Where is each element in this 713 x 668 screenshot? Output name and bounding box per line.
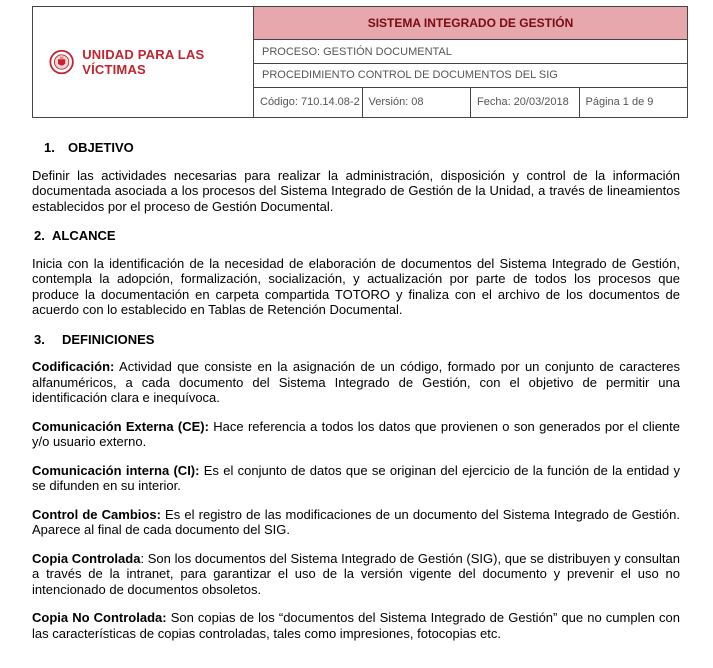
definition-text: Es el registro de las modificaciones de un documento del Sistema Integrado de Gestión. Aparece al final de cada documento del SIG. — [32, 506, 680, 537]
header-page: Página 1 de 9 — [579, 87, 688, 117]
definition-term: Control de Cambios: — [32, 506, 161, 522]
section-heading-alcance — [34, 228, 680, 244]
coat-of-arms-icon — [49, 48, 74, 76]
logo-text: UNIDAD PARA LAS VÍCTIMAS — [82, 47, 205, 77]
header-procedure: PROCEDIMIENTO CONTROL DE DOCUMENTOS DEL SIG — [254, 64, 688, 88]
section-heading-definiciones — [34, 332, 680, 348]
logo-cell — [33, 7, 254, 118]
document-body — [32, 140, 680, 654]
definition-term: Codificación: — [32, 359, 115, 374]
section-title: ALCANCE — [52, 228, 116, 243]
header-date: Fecha: 20/03/2018 — [471, 87, 580, 117]
definition-text: Hace referencia a todos los datos que provienen o son generados por el cliente y/o usuario externo. — [32, 418, 680, 449]
definition-item — [32, 507, 680, 538]
section-text-alcance: Inicia con la identificación de la necesidad de elaboración de documentos del Sistema Integrado de Gestión, contempla la adopción, formalización, socialización, y actualización por parte de todos los procesos que produce la documentación en carpeta compartida TOTORO y finaliza con el archivo de los documentos de acuerdo con lo establecido en Tablas de Retención Documental. — [32, 255, 680, 317]
header-code: Código: 710.14.08-2 — [254, 87, 363, 117]
section-number: 1. — [44, 140, 55, 155]
section-heading-objetivo — [44, 140, 680, 156]
logo — [33, 47, 253, 77]
definition-item — [32, 419, 680, 450]
section-number: 3. — [34, 331, 45, 347]
definition-item — [32, 463, 680, 494]
section-title: DEFINICIONES — [62, 331, 155, 347]
definition-item — [32, 551, 680, 598]
definition-term: Comunicación Externa (CE): — [32, 418, 209, 434]
header-version: Versión: 08 — [362, 87, 471, 117]
document-header — [32, 6, 688, 118]
definition-term: Copia No Controlada: — [32, 610, 167, 625]
definition-item — [32, 359, 680, 406]
definition-term: Copia Controlada — [32, 550, 141, 566]
section-number: 2. — [34, 228, 45, 243]
definition-item — [32, 610, 680, 641]
section-title: OBJETIVO — [68, 140, 134, 155]
definition-text: Actividad que consiste en la asignación de un código, formado por un conjunto de caracteres alfanuméricos, a cada documento del Sistema Integrado de Gestión, con el objetivo de permitir una identificación clara e inequívoca. — [32, 359, 680, 405]
definition-text: Son copias de los “documentos del Sistema Integrado de Gestión” que no cumplen con las características de copias controladas, tales como impresiones, fotocopias etc. — [32, 610, 680, 641]
section-text-objetivo: Definir las actividades necesarias para realizar la administración, disposición y control de la información documentada asociada a los procesos del Sistema Integrado de Gestión de la Unidad, a través de lineamientos establecidos por el proceso de Gestión Documental. — [32, 167, 680, 214]
definition-text: : Son los documentos del Sistema Integrado de Gestión (SIG), que se distribuyen y consultan a través de la intranet, para garantizar el uso de la versión vigente del documento y prevenir el uso no intencionado de documentos obsoletos. — [32, 550, 680, 597]
header-process: PROCESO: GESTIÓN DOCUMENTAL — [254, 40, 688, 64]
definition-term: Comunicación interna (CI): — [32, 462, 200, 478]
definition-text: Es el conjunto de datos que se originan del ejercicio de la función de la entidad y se difunden en su interior. — [32, 462, 680, 493]
header-title: SISTEMA INTEGRADO DE GESTIÓN — [254, 7, 688, 40]
